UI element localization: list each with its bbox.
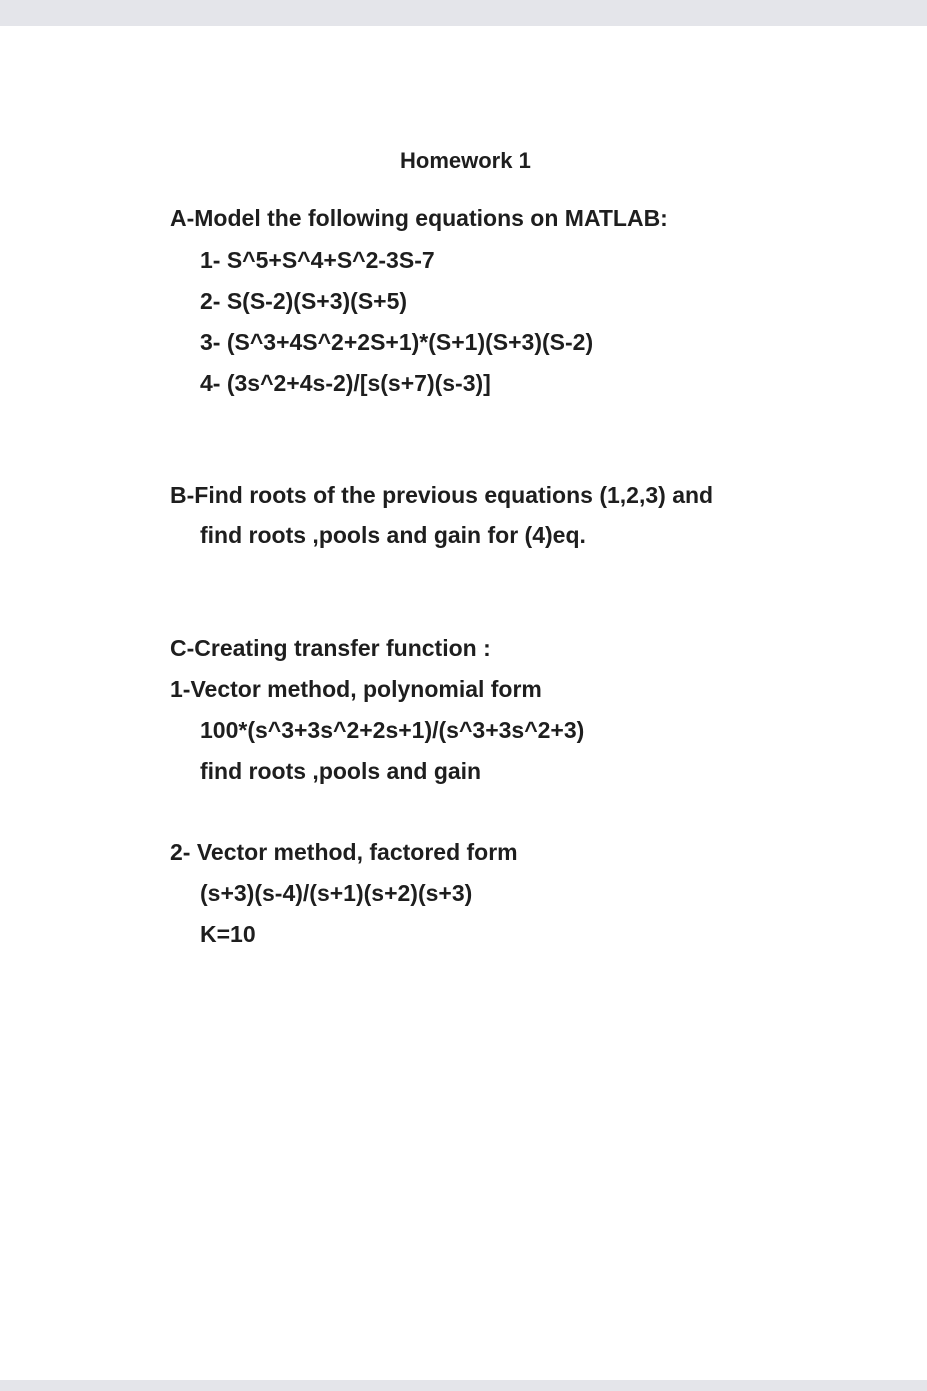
equation-4: 4- (3s^2+4s-2)/[s(s+7)(s-3)] <box>200 370 491 396</box>
section-c-part-2-heading: 2- Vector method, factored form <box>170 839 518 865</box>
equation-1: 1- S^5+S^4+S^2-3S-7 <box>200 247 435 273</box>
section-c-part-2-gain: K=10 <box>200 921 256 947</box>
equation-2: 2- S(S-2)(S+3)(S+5) <box>200 288 408 314</box>
document-page <box>0 26 927 1380</box>
section-b-line-2: find roots ,pools and gain for (4)eq. <box>200 522 586 548</box>
section-c-part-1-heading: 1-Vector method, polynomial form <box>170 676 542 702</box>
section-a-heading: A-Model the following equations on MATLAB: <box>170 205 668 231</box>
section-c-part-1-expression: 100*(s^3+3s^2+2s+1)/(s^3+3s^2+3) <box>200 717 585 743</box>
section-c-part-1-task: find roots ,pools and gain <box>200 758 482 784</box>
section-c-heading: C-Creating transfer function : <box>170 635 491 661</box>
page-title: Homework 1 <box>400 148 531 173</box>
section-c-part-2-expression: (s+3)(s-4)/(s+1)(s+2)(s+3) <box>200 880 473 906</box>
section-b-line-1: B-Find roots of the previous equations (1,2,3) and <box>170 482 714 508</box>
equation-3: 3- (S^3+4S^2+2S+1)*(S+1)(S+3)(S-2) <box>200 329 594 355</box>
